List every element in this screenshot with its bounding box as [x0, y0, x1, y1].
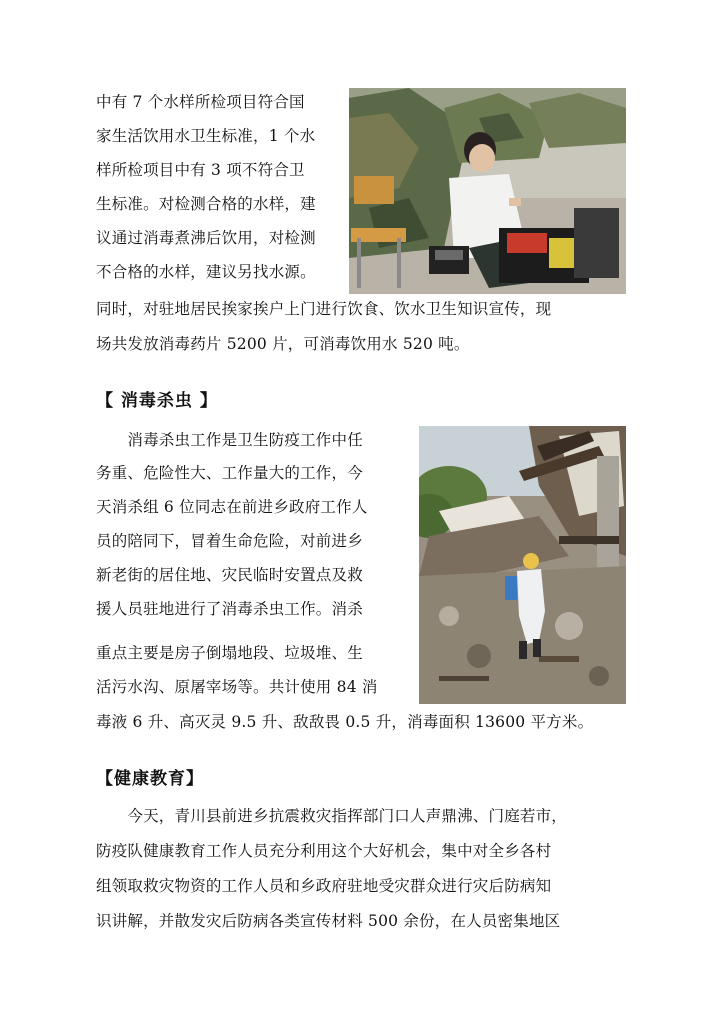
section2-line: 活污水沟、原屠宰场等。共计使用 84 消: [96, 678, 378, 696]
section2-line: 新老街的居住地、灾民临时安置点及救: [96, 566, 363, 584]
section1-line: 同时，对驻地居民挨家挨户上门进行饮食、饮水卫生知识宣传，现: [96, 300, 552, 318]
section3-line: 识讲解，并散发灾后防病各类宣传材料 500 余份，在人员密集地区: [96, 912, 561, 930]
section2-line: 援人员驻地进行了消毒杀虫工作。消杀: [96, 600, 363, 618]
section2-line: 员的陪同下，冒着生命危险，对前进乡: [96, 532, 363, 550]
water-testing-photo: [349, 88, 626, 294]
section1-line: 场共发放消毒药片 5200 片，可消毒饮用水 520 吨。: [96, 335, 470, 353]
section1-line: 样所检项目中有 3 项不符合卫: [96, 161, 305, 179]
section1-line: 生标准。对检测合格的水样，建: [96, 195, 316, 213]
section1-line: 议通过消毒煮沸后饮用，对检测: [96, 229, 316, 247]
section1-line: 不合格的水样，建议另找水源。: [96, 263, 316, 281]
section3-line: 今天，青川县前进乡抗震救灾指挥部门口人声鼎沸、门庭若市，: [96, 807, 568, 825]
section-heading-disinfection: 【 消毒杀虫 】: [96, 391, 218, 411]
section2-line: 消毒杀虫工作是卫生防疫工作中任: [96, 431, 363, 449]
section1-line: 家生活饮用水卫生标准，1 个水: [96, 127, 316, 145]
section2-line: 天消杀组 6 位同志在前进乡政府工作人: [96, 498, 368, 516]
section3-line: 防疫队健康教育工作人员充分利用这个大好机会，集中对全乡各村: [96, 842, 552, 860]
section3-line: 组领取救灾物资的工作人员和乡政府驻地受灾群众进行灾后防病知: [96, 877, 552, 895]
section1-line: 中有 7 个水样所检项目符合国: [96, 93, 305, 111]
section2-line: 毒液 6 升、高灭灵 9.5 升、敌敌畏 0.5 升，消毒面积 13600 平方米。: [96, 713, 594, 731]
disinfection-photo: [419, 426, 626, 704]
section2-line: 重点主要是房子倒塌地段、垃圾堆、生: [96, 644, 363, 662]
section2-line: 务重、危险性大、工作量大的工作，今: [96, 464, 363, 482]
section-heading-health-education: 【健康教育】: [96, 769, 204, 789]
